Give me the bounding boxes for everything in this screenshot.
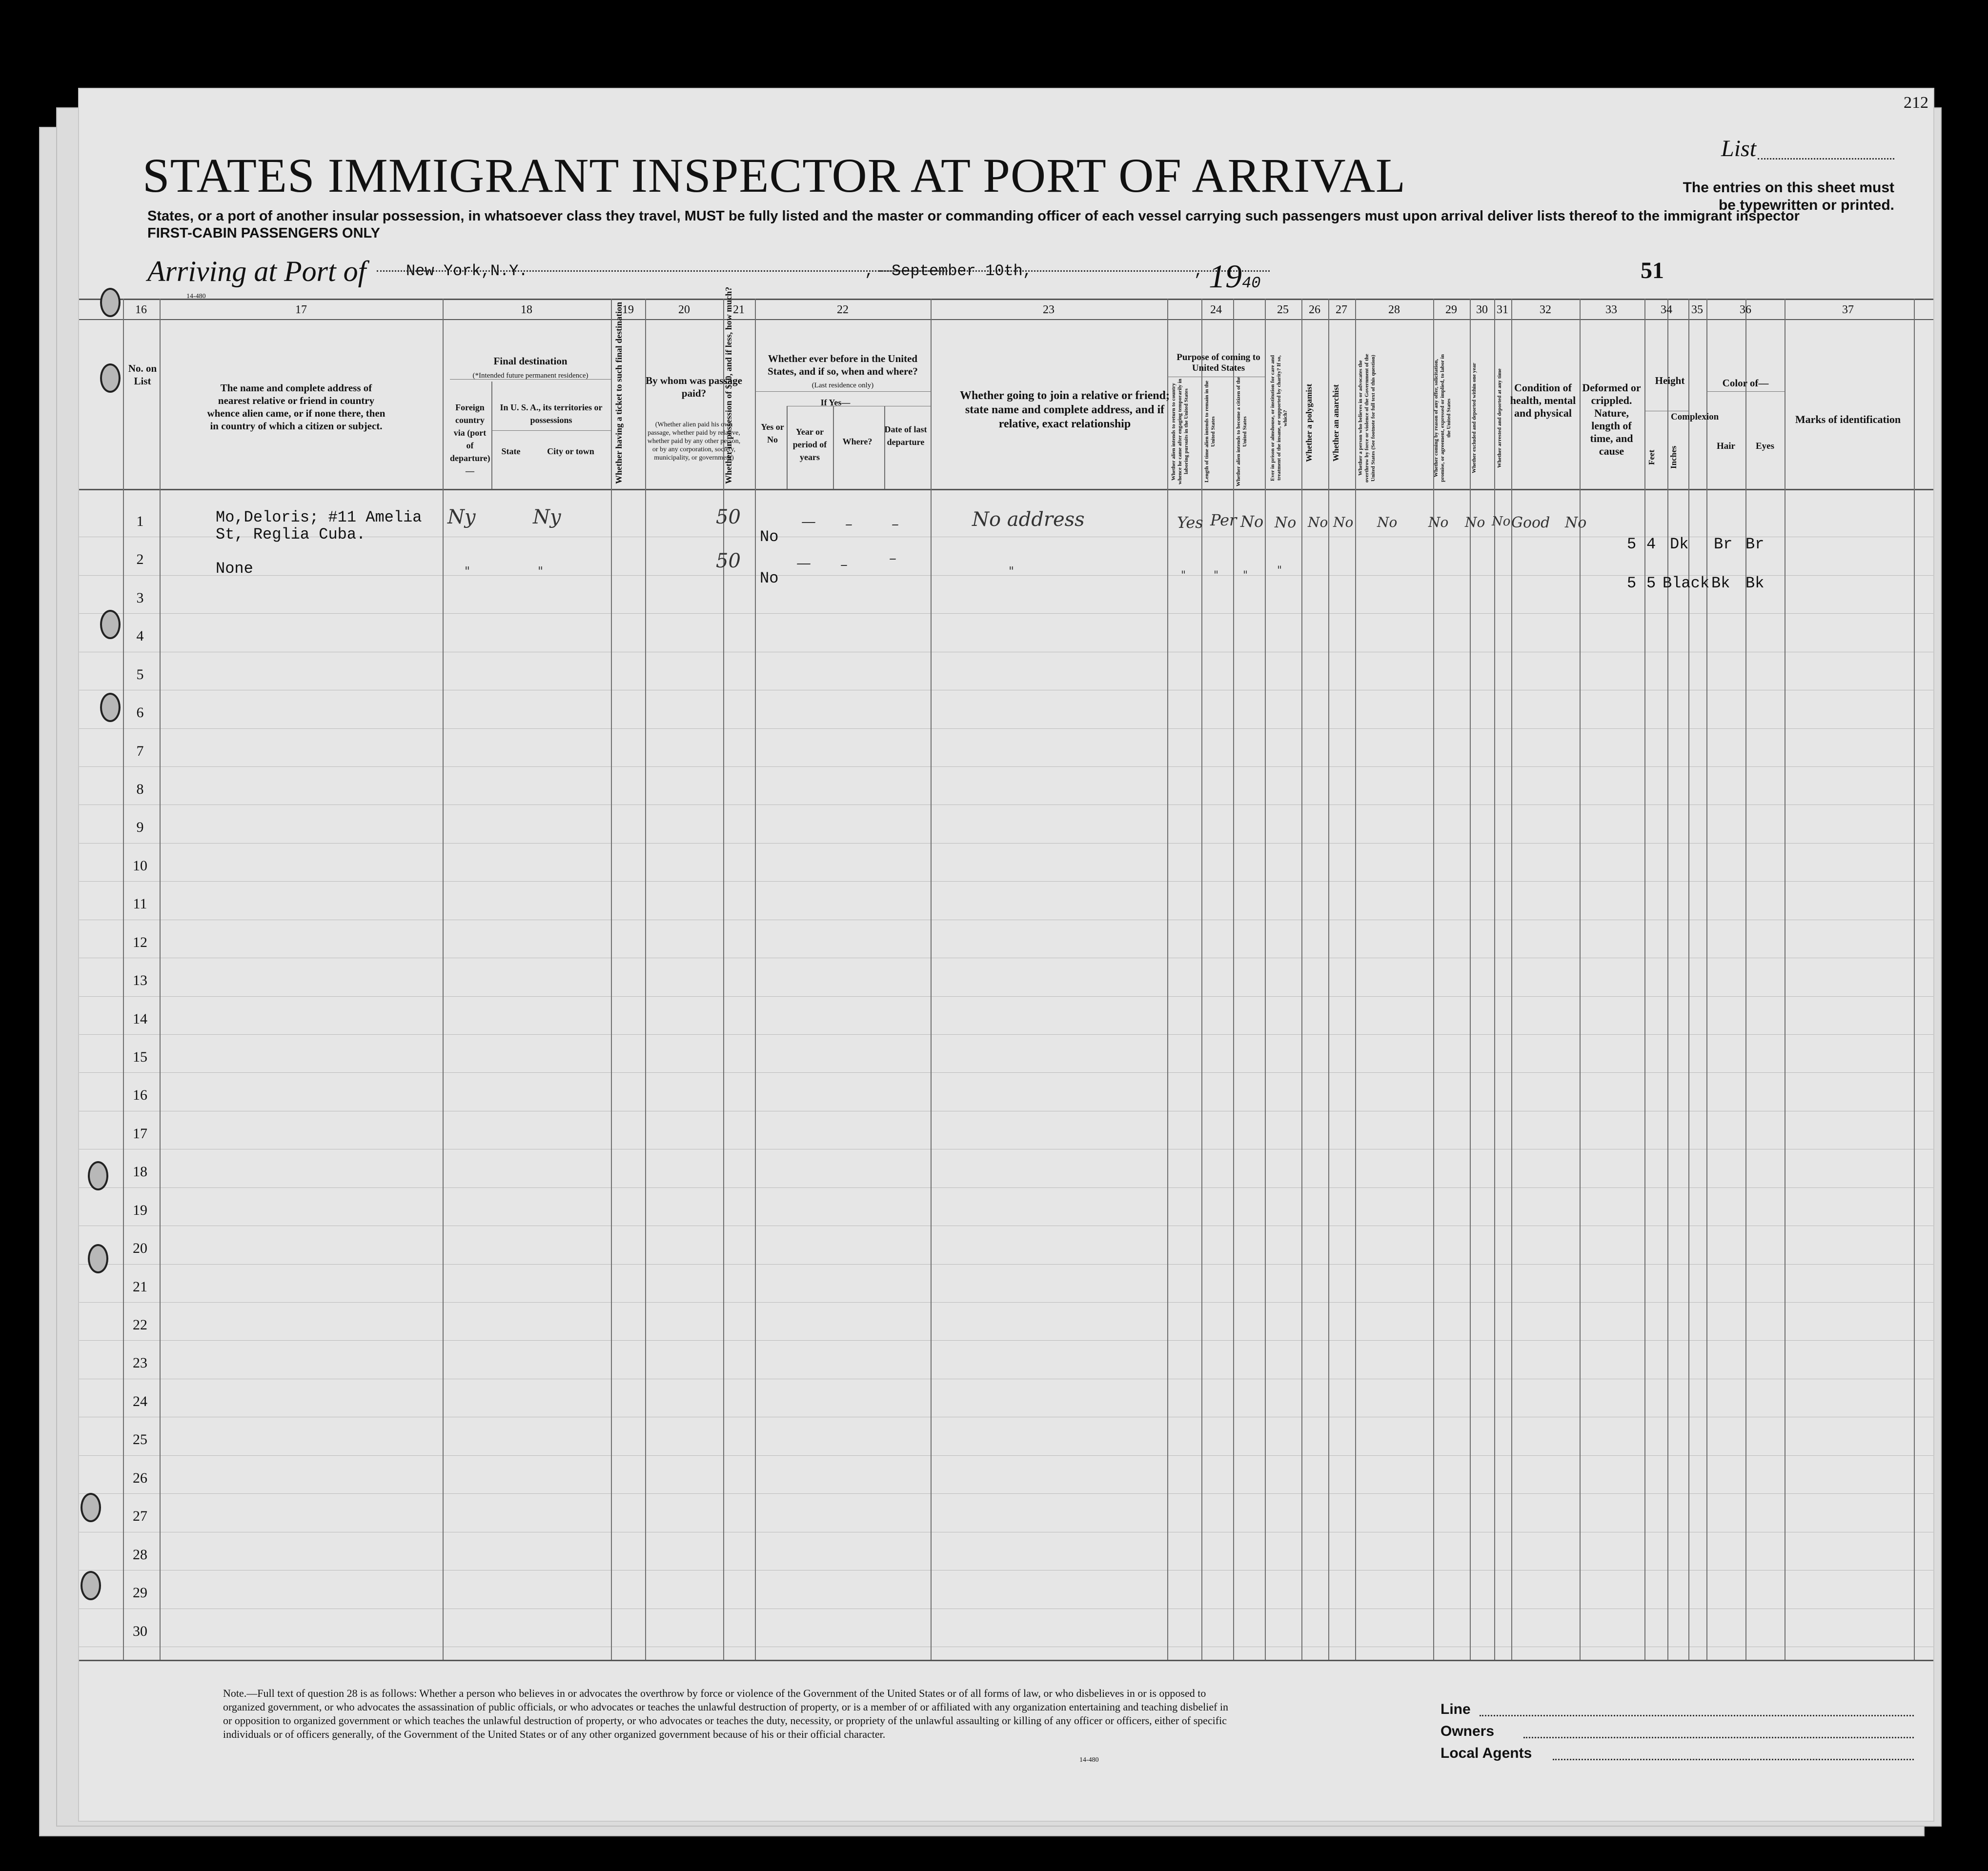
row-number: 3 — [136, 589, 144, 606]
row1-join: No address — [972, 508, 1085, 531]
row2-where: – — [840, 556, 848, 573]
row2-money: 50 — [716, 550, 741, 572]
arrival-date: September 10th, — [892, 262, 1033, 280]
row1-money: 50 — [716, 506, 741, 528]
column-number-24: 24 — [1210, 303, 1222, 316]
table-bottom-border — [79, 1660, 1933, 1661]
row-number: 11 — [133, 896, 147, 912]
row1-hair: Br — [1714, 535, 1733, 553]
row1-anarchist: No — [1333, 514, 1354, 530]
header-excluded: Whether excluded and deported within one year — [1471, 362, 1477, 474]
header-no-on-list: No. on List — [128, 362, 157, 387]
row-number: 22 — [133, 1317, 147, 1333]
year-suffix: 40 — [1242, 274, 1261, 292]
local-agents-label: Local Agents — [1440, 1745, 1532, 1761]
column-number-32: 32 — [1540, 303, 1551, 316]
row-rule — [79, 1187, 1933, 1188]
column-number-18: 18 — [521, 303, 532, 316]
row-number: 14 — [133, 1010, 147, 1027]
subheader-rule — [1706, 391, 1785, 392]
row1-q28: No — [1377, 514, 1398, 530]
header-purpose: Purpose of coming to United States — [1177, 352, 1260, 373]
header-join-relative: Whether going to join a relative or friend; state name and complete address, and if relative, exact relationship — [960, 389, 1170, 430]
row2-time: " — [1214, 569, 1219, 582]
row-rule — [79, 1302, 1933, 1303]
column-number-17: 17 — [295, 303, 307, 316]
header-final-destination: Final destination — [493, 355, 568, 367]
header-health: Condition of health, mental and physical — [1510, 382, 1576, 419]
owners-label: Owners — [1440, 1723, 1495, 1739]
column-line — [1511, 299, 1512, 1660]
header-if-yes: If Yes— — [820, 398, 851, 407]
row-number: 12 — [133, 934, 147, 950]
column-number-27: 27 — [1336, 303, 1347, 316]
row1-where: – — [845, 516, 852, 533]
row-number: 27 — [133, 1508, 147, 1525]
row-number: 25 — [133, 1431, 147, 1448]
column-line — [611, 299, 612, 1660]
header-color: Color of— — [1722, 377, 1769, 389]
column-line — [1688, 299, 1689, 1660]
column-number-23: 23 — [1043, 303, 1055, 316]
row1-polygamist: No — [1308, 514, 1328, 530]
header-relative: The name and complete address of nearest relative or friend in country whence alien came, or if none there, then in country of which a citizen or subject. — [207, 382, 385, 432]
row1-city: Ny — [533, 506, 561, 528]
row2-join: " — [1009, 564, 1014, 578]
row1-state: Ny — [447, 506, 476, 528]
row2-return: " — [1181, 569, 1186, 582]
row1-inches: 4 — [1646, 535, 1656, 553]
header-ticket: Whether having a ticket to such final destination — [614, 302, 624, 484]
column-line — [723, 299, 724, 1660]
row2-yes-no: No — [760, 569, 779, 587]
row-number: 21 — [133, 1278, 147, 1295]
column-number-34: 34 — [1661, 303, 1672, 316]
header-previous-stay: Whether ever before in the United States, and if so, when and where? — [768, 353, 918, 377]
column-number-28: 28 — [1388, 303, 1400, 316]
list-number: 51 — [1641, 258, 1664, 283]
row1-return: Yes — [1177, 513, 1203, 532]
header-money: Whether in possession of $50, and if less, how much? — [724, 286, 733, 484]
row2-eyes: Bk — [1745, 574, 1765, 592]
row-rule — [79, 996, 1933, 997]
row-rule — [79, 881, 1933, 882]
column-number-25: 25 — [1277, 303, 1289, 316]
header-state: State — [501, 446, 521, 456]
row-number: 15 — [133, 1049, 147, 1066]
row-number: 4 — [136, 628, 144, 644]
column-line — [443, 299, 444, 1660]
row1-eyes: Br — [1745, 535, 1765, 553]
binder-hole — [81, 1493, 101, 1522]
row-number: 9 — [136, 819, 144, 836]
row1-years: — — [801, 513, 816, 530]
column-line — [755, 299, 756, 1660]
header-in-usa: In U. S. A., its territories or possessions — [500, 402, 603, 425]
row-rule — [79, 1455, 1933, 1456]
column-number-29: 29 — [1445, 303, 1457, 316]
header-overthrow: Whether a person who believes in or advocates the overthrow by force or violence of the Government of the United States (See footnote for full text of this question) — [1358, 354, 1376, 483]
line-label: Line — [1440, 1701, 1471, 1717]
column-number-26: 26 — [1309, 303, 1320, 316]
column-line — [1667, 299, 1668, 1660]
binder-hole — [100, 288, 121, 317]
row2-inches: 5 — [1646, 574, 1656, 592]
row-number: 16 — [133, 1087, 147, 1104]
column-line — [160, 299, 161, 1660]
header-prison: Ever in prison or almshouse, or institution for care and treatment of the insane, or supported by charity? If so, which? — [1270, 355, 1288, 482]
row-number: 29 — [133, 1585, 147, 1601]
column-number-16: 16 — [135, 303, 147, 316]
row-number: 2 — [136, 551, 144, 568]
column-number-21: 21 — [733, 303, 745, 316]
header-final-destination-note: (*Intended future permanent residence) — [472, 372, 588, 380]
column-line — [1745, 299, 1746, 1660]
column-number-19: 19 — [622, 303, 634, 316]
column-line — [1201, 299, 1202, 1660]
header-purpose-citizen: Whether alien intends to become a citizen of the United States — [1236, 377, 1248, 486]
header-marks: Marks of identification — [1795, 413, 1901, 425]
row-number: 10 — [133, 857, 147, 874]
row1-time: Per — [1210, 511, 1237, 529]
row-number: 28 — [133, 1546, 147, 1563]
row-number: 8 — [136, 781, 144, 798]
list-field — [1758, 158, 1894, 160]
row1-prison: No — [1275, 514, 1297, 531]
row-number: 23 — [133, 1355, 147, 1371]
column-number-31: 31 — [1497, 303, 1508, 316]
row1-q29: No — [1428, 514, 1449, 530]
row1-feet: 5 — [1627, 535, 1637, 553]
header-passage-paid: By whom was passage paid? — [646, 375, 742, 399]
page-mark: 212 — [1904, 94, 1928, 112]
header-hair: Hair — [1717, 441, 1735, 451]
header-eyes: Eyes — [1756, 441, 1774, 451]
column-line — [1494, 299, 1495, 1660]
column-line — [1328, 299, 1329, 1660]
column-line — [645, 299, 646, 1660]
binder-hole — [88, 1161, 108, 1190]
form-code: 14-480 — [186, 293, 206, 300]
column-number-rule — [79, 319, 1933, 320]
row-rule — [79, 728, 1933, 729]
table-top-border — [79, 299, 1933, 300]
row-number: 13 — [133, 972, 147, 989]
binder-hole — [81, 1571, 101, 1600]
row1-deformed: No — [1565, 514, 1587, 531]
header-where: Where? — [842, 437, 872, 446]
row-number: 5 — [136, 666, 144, 683]
column-line — [1706, 299, 1707, 1660]
passenger-manifest-sheet — [78, 88, 1934, 1822]
port-name: New York,N.Y. — [406, 262, 528, 280]
header-height: Height — [1655, 375, 1685, 386]
row2-date: – — [889, 550, 896, 567]
row-rule — [79, 843, 1933, 844]
header-previous-stay-note: (Last residence only) — [811, 382, 874, 389]
subcolumn-line — [491, 382, 492, 489]
row-number: 18 — [133, 1164, 147, 1180]
row-rule — [79, 766, 1933, 767]
row1-q31: No — [1492, 514, 1511, 529]
row2-relative: None — [216, 560, 253, 578]
header-city: City or town — [547, 446, 594, 456]
header-labor-offer: Whether coming by reason of any offer, solicitation, promise, or agreement, expressed or implied, to labor in the United States — [1433, 354, 1452, 482]
row1-date: – — [892, 516, 899, 533]
row2-state: " — [465, 564, 470, 578]
row-rule — [79, 1034, 1933, 1035]
header-purpose-return: Whether alien intends to return to country whence he came after engaging temporarily in laboring pursuits in the United States — [1171, 379, 1189, 484]
row-number: 20 — [133, 1240, 147, 1257]
form-code-bottom: 14-480 — [1079, 1756, 1099, 1764]
column-number-35: 35 — [1691, 303, 1703, 316]
separator-comma: , — [865, 262, 874, 280]
column-number-20: 20 — [678, 303, 690, 316]
owners-field — [1523, 1737, 1914, 1738]
row-number: 19 — [133, 1202, 147, 1218]
subheader-rule — [491, 430, 611, 431]
subcolumn-line — [787, 406, 788, 489]
column-number-30: 30 — [1476, 303, 1488, 316]
row-rule — [79, 1264, 1933, 1265]
row-number: 6 — [136, 704, 144, 721]
column-line — [1301, 299, 1302, 1660]
row2-city: " — [538, 564, 544, 578]
column-line — [1914, 299, 1915, 1660]
header-purpose-length: Length of time alien intends to remain in the United States — [1204, 381, 1216, 483]
column-line — [1233, 299, 1234, 1660]
header-inches: Inches — [1669, 445, 1678, 469]
arrival-year — [1209, 257, 1260, 296]
column-line — [1470, 299, 1471, 1660]
line-field — [1480, 1715, 1914, 1716]
header-passage-paid-note: (Whether alien paid his own passage, whether paid by relative, whether paid by any other person, or by any corporation, society, municipality, or government) — [647, 421, 741, 462]
header-years: Year or period of years — [792, 427, 827, 462]
row1-citizen: No — [1240, 512, 1264, 531]
row-number: 1 — [136, 513, 144, 529]
header-deformed: Deformed or crippled. Nature, length of time, and cause — [1582, 382, 1641, 457]
column-line — [1265, 299, 1266, 1660]
column-number-22: 22 — [837, 303, 849, 316]
row2-feet: 5 — [1627, 574, 1637, 592]
row-number: 24 — [133, 1393, 147, 1409]
row2-hair: Bk — [1711, 574, 1730, 592]
row-number: 26 — [133, 1469, 147, 1486]
arriving-label: Arriving at Port of — [147, 255, 366, 287]
header-bottom-border — [79, 489, 1933, 490]
row-rule — [79, 1493, 1933, 1494]
row-rule — [79, 1072, 1933, 1073]
header-complexion: Complexion — [1671, 412, 1719, 422]
local-agents-field — [1553, 1759, 1914, 1760]
binder-hole — [100, 610, 121, 639]
row-number: 30 — [133, 1623, 147, 1639]
binder-hole — [100, 693, 121, 722]
year-prefix: 19 — [1209, 258, 1242, 295]
row-rule — [79, 1340, 1933, 1341]
column-number-36: 36 — [1740, 303, 1751, 316]
row1-health: Good — [1511, 514, 1550, 531]
column-line — [1433, 299, 1434, 1660]
header-yes-no: Yes or No — [761, 422, 784, 444]
row1-relative-line2: St, Reglia Cuba. — [216, 525, 366, 543]
row1-yes-no: No — [760, 528, 779, 546]
header-last-departure: Date of last departure — [884, 424, 927, 447]
list-label: List — [1721, 136, 1757, 161]
header-foreign-country: Foreign country via (port of departure)— — [450, 402, 490, 476]
row1-complexion: Dk — [1670, 535, 1689, 553]
column-line — [1355, 299, 1356, 1660]
column-line — [1580, 299, 1581, 1660]
header-anarchist: Whether an anarchist — [1331, 384, 1340, 462]
list-note: The entries on this sheet must be typewritten or printed. — [1683, 180, 1894, 213]
binder-hole — [88, 1244, 108, 1273]
column-number-33: 33 — [1605, 303, 1617, 316]
column-line — [1644, 299, 1645, 1660]
footnote-question-28: Note.—Full text of question 28 is as follows: Whether a person who believes in or advocates the overthrow by force or violence of the Government of the United States or of all forms of law, or who disbelieves in or is opposed to organized government, or who advocates the assassination of public officials, or who advocates or teaches the unlawful destruction of property, or is a member of or affiliated with any organization entertaining and teaching disbelief in or opposition to organized government or which teaches the unlawful destruction of property, or who advocates or teaches the duty, necessity, or propriety of the unlawful assaulting or killing of any officer or officers, either of specific individuals or of officers generally, of the Government of the United States or of any other organized government because of his or their official character. — [223, 1687, 1229, 1740]
form-title: STATES IMMIGRANT INSPECTOR AT PORT OF ARRIVAL — [142, 148, 1406, 202]
row1-q30: No — [1465, 514, 1485, 530]
column-line — [931, 299, 932, 1660]
binder-hole — [100, 363, 121, 393]
row-number: 7 — [136, 743, 144, 759]
form-subtitle: States, or a port of another insular possession, in whatsoever class they travel, MUST be fully listed and the master or commanding officer of each vessel carrying such passengers must upon arrival deliver lists thereof to the immigrant inspector — [147, 208, 1800, 224]
row2-complexion: Black — [1663, 574, 1710, 592]
separator-comma: , — [1194, 262, 1204, 280]
row2-years: — — [796, 555, 811, 572]
row2-prison: " — [1277, 564, 1282, 577]
header-arrested: Whether arrested and deported at any time — [1497, 368, 1502, 468]
header-feet: Feet — [1647, 449, 1656, 465]
column-line — [1167, 299, 1168, 1660]
row1-relative-line1: Mo,Deloris; #11 Amelia — [216, 508, 422, 526]
column-number-37: 37 — [1842, 303, 1854, 316]
form-class: FIRST-CABIN PASSENGERS ONLY — [147, 225, 380, 241]
row-rule — [79, 613, 1933, 614]
row-number: 17 — [133, 1125, 147, 1142]
header-polygamist: Whether a polygamist — [1304, 383, 1314, 463]
row2-citizen: " — [1243, 569, 1248, 582]
